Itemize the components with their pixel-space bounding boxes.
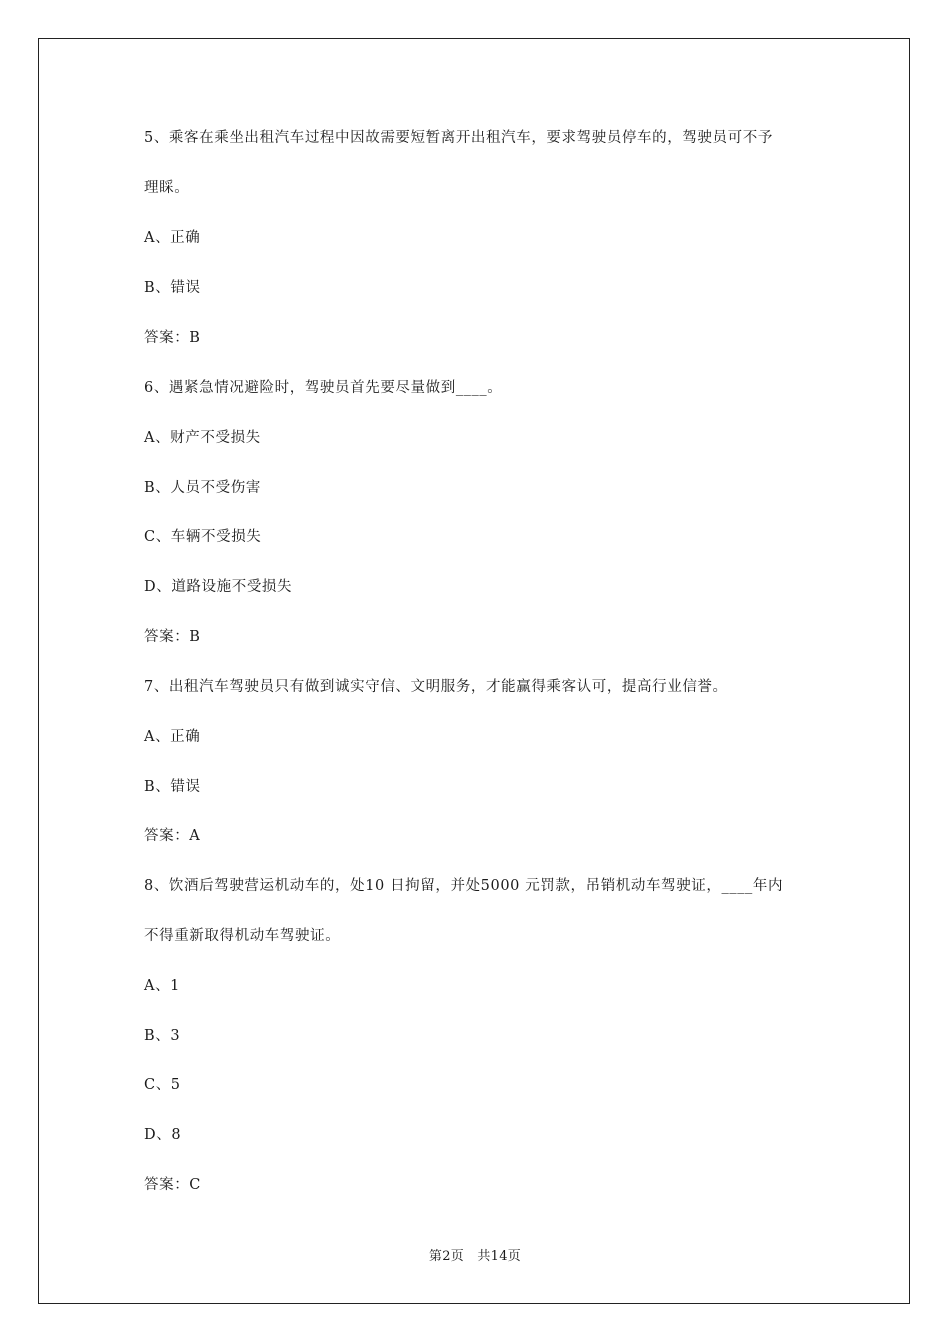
question-7-stem: 7、出租汽车驾驶员只有做到诚实守信、文明服务，才能赢得乘客认可，提高行业信誉。 [144, 679, 728, 695]
question-7-option-a: A、正确 [144, 729, 201, 745]
question-5-stem-line-1: 5、乘客在乘坐出租汽车过程中因故需要短暂离开出租汽车，要求驾驶员停车的，驾驶员可不予 [144, 130, 773, 146]
question-7-answer: 答案：A [144, 828, 201, 844]
question-8-answer: 答案：C [144, 1177, 201, 1193]
question-6-option-d: D、道路设施不受损失 [144, 579, 293, 595]
question-8-stem-line-2: 不得重新取得机动车驾驶证。 [144, 928, 341, 944]
question-6-stem: 6、遇紧急情况避险时，驾驶员首先要尽量做到____。 [144, 380, 503, 396]
question-6-answer: 答案：B [144, 629, 201, 645]
page-number: 第2页 共14页 [428, 1249, 522, 1264]
question-6-option-c: C、车辆不受损失 [144, 529, 262, 545]
question-8-stem-line-1: 8、饮酒后驾驶营运机动车的，处10 日拘留，并处5000 元罚款，吊销机动车驾驶证，____年内 [144, 878, 784, 894]
question-8-option-d: D、8 [144, 1127, 182, 1143]
question-5-option-b: B、错误 [144, 280, 201, 296]
question-8-option-b: B、3 [144, 1028, 181, 1044]
question-6-option-a: A、财产不受损失 [144, 430, 261, 446]
question-5-stem-line-2: 理睬。 [144, 180, 190, 196]
question-7-option-b: B、错误 [144, 779, 201, 795]
question-8-option-c: C、5 [144, 1077, 181, 1093]
question-6-option-b: B、人员不受伤害 [144, 480, 261, 496]
question-8-option-a: A、1 [144, 978, 180, 994]
question-5-answer: 答案：B [144, 330, 201, 346]
question-5-option-a: A、正确 [144, 230, 201, 246]
